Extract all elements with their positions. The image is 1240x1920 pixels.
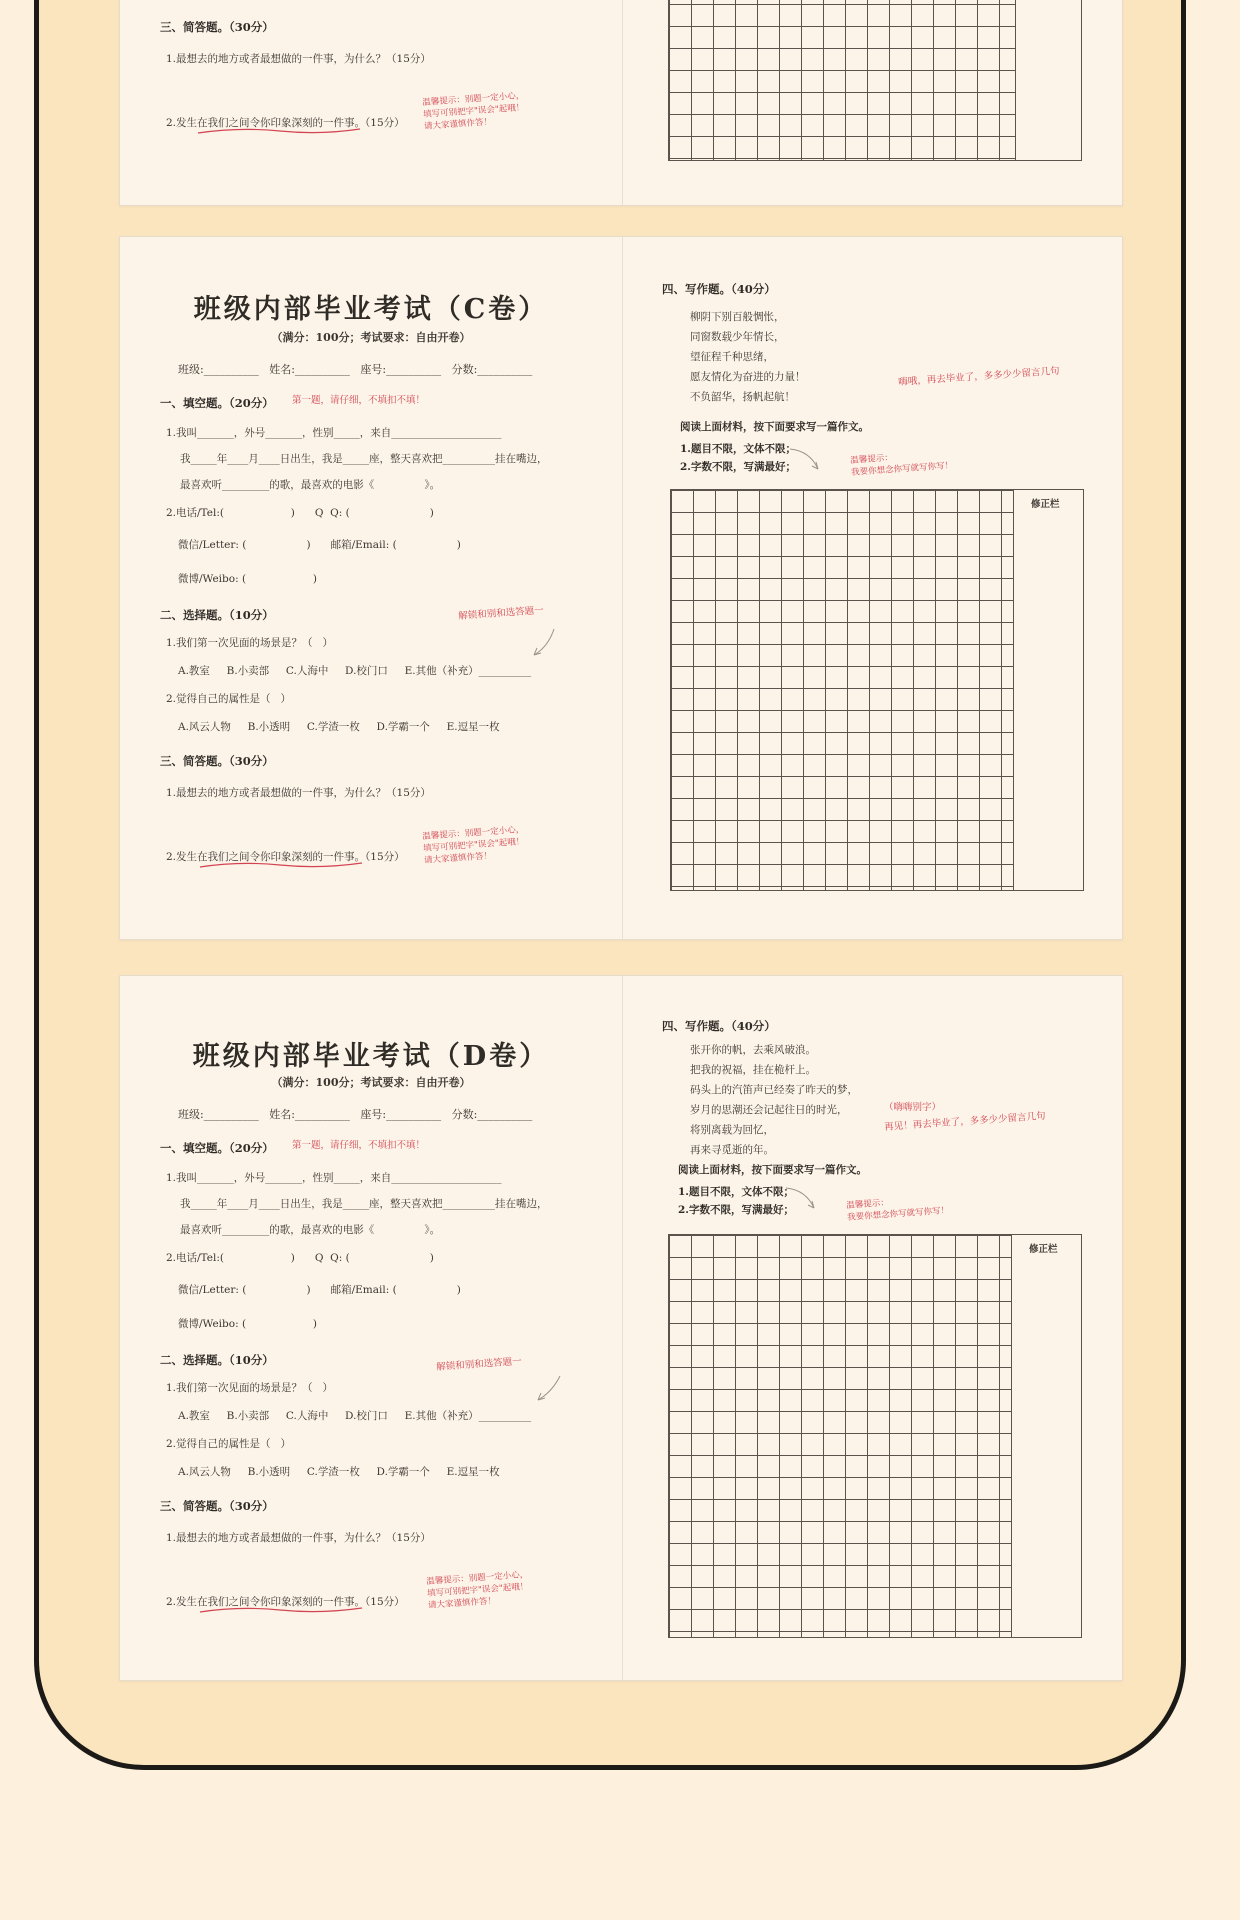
correction-column-label: 修正栏 xyxy=(1029,1244,1058,1255)
handwritten-note: 再见！再去毕业了，多多少少留言几句 xyxy=(884,1110,1046,1133)
poem-line: 柳阴下别百般惆怅， xyxy=(690,311,785,323)
choice-question-2-options: A.风云人物 B.小透明 C.学渣一枚 D.学霸一个 E.逗星一枚 xyxy=(178,1466,500,1478)
fill-question-1-line-3: 最喜欢听_________的歌，最喜欢的电影《 》。 xyxy=(180,479,441,491)
section-title-short-answer: 三、简答题。（30分） xyxy=(160,20,274,34)
exam-title: 班级内部毕业考试（D卷） xyxy=(192,1041,550,1072)
writing-requirement-heading: 阅读上面材料，按下面要求写一篇作文。 xyxy=(680,421,869,433)
fill-contact-wechat-email: 微信/Letter: ( ) 邮箱/Email: ( ) xyxy=(178,1284,461,1296)
writing-grid-area xyxy=(668,0,1082,161)
choice-question-2: 2.觉得自己的属性是（ ） xyxy=(166,1438,292,1450)
section-title-choice: 二、选择题。（10分） xyxy=(160,608,274,622)
handwritten-note: 温馨提示： 我要你想念你写就写你写！ xyxy=(850,453,954,478)
exam-sheet-d xyxy=(119,975,1123,1681)
exam-title: 班级内部毕业考试（C卷） xyxy=(193,294,549,325)
exam-subtitle: （满分：100分；考试要求：自由开卷） xyxy=(271,331,471,344)
section-title-short-answer: 三、简答题。（30分） xyxy=(160,1499,274,1513)
section-title-fill: 一、填空题。（20分） xyxy=(160,1141,274,1155)
poem-line: 不负韶华，扬帆起航！ xyxy=(690,391,795,403)
sheet-right-page xyxy=(622,237,1124,939)
writing-requirement-2: 2.字数不限，写满最好； xyxy=(680,461,796,473)
fill-question-1-line-2: 我_____年____月____日出生，我是_____座，整天喜欢把__________挂在嘴边， xyxy=(180,1198,548,1210)
fill-question-1-line-3: 最喜欢听_________的歌，最喜欢的电影《 》。 xyxy=(180,1224,441,1236)
handwritten-note: 温馨提示：别题一定小心， 填写可别把字"误会"起哦！ 请大家谨慎作答！ xyxy=(422,824,525,866)
sheet-left-page xyxy=(120,237,622,939)
poem-line: 把我的祝福，挂在桅杆上。 xyxy=(690,1064,816,1076)
sheet-left-page xyxy=(120,0,622,205)
fill-contact-weibo: 微博/Weibo: ( ) xyxy=(178,1318,317,1330)
section-title-short-answer: 三、简答题。（30分） xyxy=(160,754,274,768)
exam-sheet-b xyxy=(119,0,1123,206)
fill-contact-weibo: 微博/Weibo: ( ) xyxy=(178,573,317,585)
short-question-1: 1.最想去的地方或者最想做的一件事，为什么？（15分） xyxy=(166,1532,431,1544)
poem-line: 张开你的帆，去乘风破浪。 xyxy=(690,1044,816,1056)
fill-question-1: 1.我叫_______，外号_______，性别_____，来自_____________________ xyxy=(166,1172,502,1184)
fill-contact-wechat-email: 微信/Letter: ( ) 邮箱/Email: ( ) xyxy=(178,539,461,551)
exam-subtitle: （满分：100分；考试要求：自由开卷） xyxy=(271,1076,471,1089)
question-1: 1.最想去的地方或者最想做的一件事，为什么？（15分） xyxy=(166,53,431,65)
writing-requirement-heading: 阅读上面材料，按下面要求写一篇作文。 xyxy=(678,1164,867,1176)
writing-grid-area xyxy=(668,1234,1082,1638)
writing-grid xyxy=(669,1235,1012,1637)
section-note: 解锁和别和选答题一 xyxy=(458,605,545,622)
section-title-fill: 一、填空题。（20分） xyxy=(160,396,274,410)
short-question-2: 2.发生在我们之间令你印象深刻的一件事。（15分） xyxy=(166,851,405,863)
choice-question-1-options: A.教室 B.小卖部 C.人海中 D.校门口 E.其他（补充）__________ xyxy=(178,665,532,677)
choice-question-1-options: A.教室 B.小卖部 C.人海中 D.校门口 E.其他（补充）__________ xyxy=(178,1410,532,1422)
section-note: 解锁和别和选答题一 xyxy=(436,1356,523,1373)
short-question-1: 1.最想去的地方或者最想做的一件事，为什么？（15分） xyxy=(166,787,431,799)
short-question-2: 2.发生在我们之间令你印象深刻的一件事。（15分） xyxy=(166,1596,405,1608)
handwritten-note: （嗨嗨别字） xyxy=(884,1102,942,1113)
poem-line: 岁月的思潮还会记起往日的时光， xyxy=(690,1104,848,1116)
student-info-line: 班级:__________ 姓名:__________ 座号:__________ 分数:__________ xyxy=(178,1108,533,1121)
poem-line: 同窗数载少年情长， xyxy=(690,331,785,343)
handwritten-note: 温馨提示：别题一定小心， 填写可别把字"误会"起哦！ 请大家谨慎作答！ xyxy=(426,1569,529,1611)
writing-requirement-1: 1.题目不限，文体不限； xyxy=(680,443,796,455)
writing-requirement-1: 1.题目不限，文体不限； xyxy=(678,1186,794,1198)
fill-contact-tel-qq: 2.电话/Tel:( ) Q Q: ( ) xyxy=(166,1252,434,1264)
handwritten-note: 温馨提示： 我要你想念你写就写你写！ xyxy=(846,1198,950,1223)
section-title-choice: 二、选择题。（10分） xyxy=(160,1353,274,1367)
sheet-left-page xyxy=(120,976,622,1680)
writing-grid xyxy=(669,0,1016,160)
correction-column-label: 修正栏 xyxy=(1031,499,1060,510)
section-note: 第一题，请仔细，不填扣不填！ xyxy=(292,395,426,406)
student-info-line: 班级:__________ 姓名:__________ 座号:__________ 分数:__________ xyxy=(178,363,533,376)
sheet-right-page xyxy=(622,976,1124,1680)
fill-contact-tel-qq: 2.电话/Tel:( ) Q Q: ( ) xyxy=(166,507,434,519)
section-title-writing: 四、写作题。（40分） xyxy=(662,1019,776,1033)
section-title-writing: 四、写作题。（40分） xyxy=(662,282,776,296)
choice-question-1: 1.我们第一次见面的场景是？（ ） xyxy=(166,637,334,649)
writing-grid xyxy=(671,490,1014,890)
question-2: 2.发生在我们之间令你印象深刻的一件事。（15分） xyxy=(166,117,405,129)
poem-line: 再来寻觅逝的年。 xyxy=(690,1144,774,1156)
sheet-right-page xyxy=(622,0,1124,205)
choice-question-2: 2.觉得自己的属性是（ ） xyxy=(166,693,292,705)
poem-line: 码头上的汽笛声已经奏了昨天的梦， xyxy=(690,1084,858,1096)
fill-question-1: 1.我叫_______，外号_______，性别_____，来自_____________________ xyxy=(166,427,502,439)
poem-line: 愿友情化为奋进的力量！ xyxy=(690,371,806,383)
handwritten-note: 温馨提示：别题一定小心， 填写可别把字"误会"起哦！ 请大家谨慎作答！ xyxy=(422,90,525,132)
poem-line: 将别离载为回忆， xyxy=(690,1124,774,1136)
exam-sheet-c xyxy=(119,236,1123,940)
choice-question-2-options: A.风云人物 B.小透明 C.学渣一枚 D.学霸一个 E.逗星一枚 xyxy=(178,721,500,733)
fill-question-1-line-2: 我_____年____月____日出生，我是_____座，整天喜欢把__________挂在嘴边， xyxy=(180,453,548,465)
handwritten-note: 嗨哦，再去毕业了，多多少少留言几句 xyxy=(898,365,1060,388)
section-note: 第一题，请仔细，不填扣不填！ xyxy=(292,1140,426,1151)
writing-requirement-2: 2.字数不限，写满最好； xyxy=(678,1204,794,1216)
poem-line: 望征程千种思绪， xyxy=(690,351,774,363)
choice-question-1: 1.我们第一次见面的场景是？（ ） xyxy=(166,1382,334,1394)
writing-grid-area xyxy=(670,489,1084,891)
